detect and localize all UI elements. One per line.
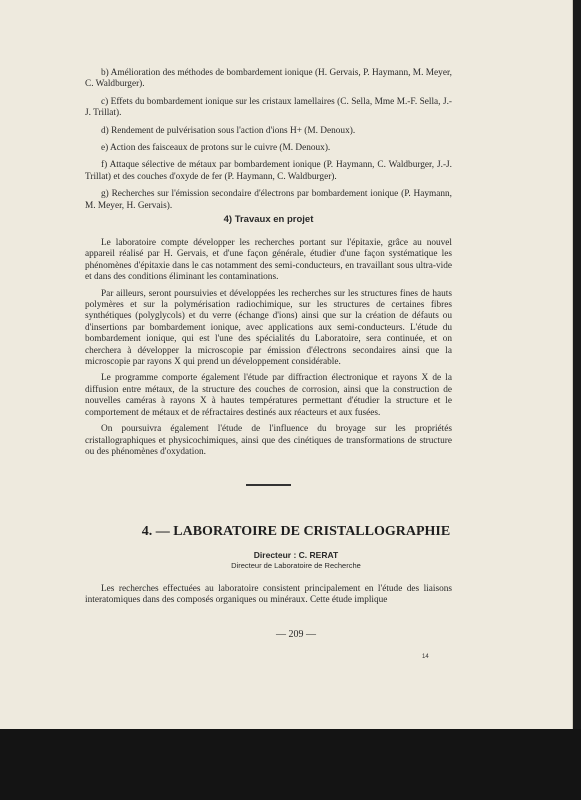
lab-intro <box>85 584 452 607</box>
section-heading: 4) Travaux en projet <box>223 214 314 225</box>
list-item-b: b) Amélioration des méthodes de bombardement ionique (H. Gervais, P. Haymann, M. Meyer, C. Waldburger). <box>85 68 452 90</box>
section-divider <box>246 484 291 486</box>
paragraph: On poursuivra également l'étude de l'influence du broyage sur les propriétés cristallographiques et physicochimiques, ainsi que des cinétiques de transformations de structure ou des phénomènes d'oxydation. <box>85 424 452 457</box>
paragraph: Par ailleurs, seront poursuivies et développées les recherches sur les structures fines de hauts polymères et sur la polymérisation radiochimique, sur les structures de certaines fibres synthétiques (polyglycols) et du verre (échange d'ions) ainsi que sur la création de défauts ou d'insertions par bombardement ionique, avec applications aux semi-conducteurs. L'étude du bombardement ionique, qui est l'une des spécialités du Laboratoire, sera continuée, et on cherchera à développer la microscopie par émission d'électrons secondaires ainsi que la microscopie par rayons X qui prend un développement considérable. <box>85 288 452 368</box>
projects-body <box>85 238 452 458</box>
results-list <box>85 68 452 212</box>
list-item-c: c) Effets du bombardement ionique sur les cristaux lamellaires (C. Sella, Mme M.-F. Sella, J.-J. Trillat). <box>85 96 452 119</box>
list-item-f: f) Attaque sélective de métaux par bombardement ionique (P. Haymann, C. Waldburger, J.-J. Trillat) et des couches d'oxyde de fer (P. Haymann, C. Waldburger). <box>85 160 452 182</box>
list-item-g: g) Recherches sur l'émission secondaire d'électrons par bombardement ionique (P. Haymann, M. Meyer, H. Gervais). <box>85 189 452 211</box>
paragraph: Les recherches effectuées au laboratoire consistent principalement en l'étude des liaisons interatomiques dans des composés organiques ou minéraux. Cette étude implique <box>85 584 452 606</box>
paragraph: Le laboratoire compte développer les recherches portant sur l'épitaxie, grâce au nouvel appareil réalisé par H. Gervais, et d'une façon générale, étudier d'une façon systématique les phénomènes d'épitaxie dans le cas notamment des semi-conducteurs, en travaillant sous ultra-vide et dans des conditions éliminant les contaminations. <box>85 238 452 283</box>
list-item-d: d) Rendement de pulvérisation sous l'action d'ions H+ (M. Denoux). <box>101 125 356 136</box>
list-item-e: e) Action des faisceaux de protons sur le cuivre (M. Denoux). <box>101 143 331 154</box>
lab-heading: 4. — LABORATOIRE DE CRISTALLOGRAPHIE <box>141 524 451 539</box>
signature-mark: 14 <box>422 654 429 660</box>
scan-background <box>0 729 581 800</box>
paragraph: Le programme comporte également l'étude par diffraction électronique et rayons X de la diffusion entre métaux, de la structure des couches de corrosion, ainsi que la construction de nouvelles caméras à rayons X à hautes températures permettant d'étudier la structure et le comportement de métaux et de réfractaires destinés aux réacteurs et aux fusées. <box>85 373 452 418</box>
page-number: — 209 — <box>276 629 316 640</box>
director-title: Directeur de Laboratoire de Recherche <box>231 561 361 570</box>
director-line: Directeur : C. RERAT <box>253 550 339 560</box>
